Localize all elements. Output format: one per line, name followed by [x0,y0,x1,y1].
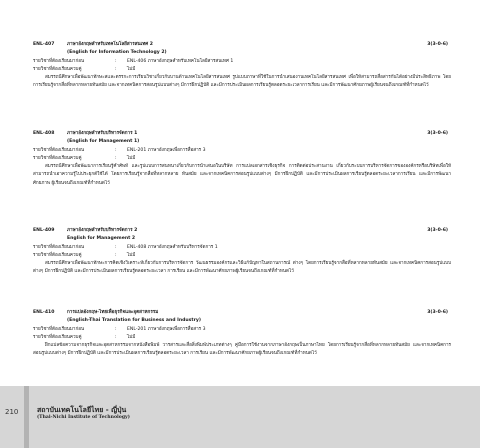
prerequisite-value: ENL-201 ภาษาอังกฤษเพื่อการสื่อสาร 3 [127,326,206,332]
prerequisite-row: รายวิชาที่ต้องเรียนมาก่อน : ENL-406 ภาษาอังกฤษสำหรับเทคโนโลยีสารสนเทศ 1 [33,58,451,66]
corequisite-value: ไม่มี [127,155,136,161]
course-title-th: ภาษาอังกฤษสำหรับบริหารจัดการ 2 [67,228,138,233]
footer-divider-strip [24,386,29,448]
course-title-th: ภาษาอังกฤษสำหรับเทคโนโลยีสารสนเทศ 2 [67,42,153,47]
course-entry [33,227,451,277]
page-number: 210 [5,408,19,416]
course-header [33,130,451,138]
corequisite-label: รายวิชาที่ต้องเรียนควบคู่ [33,334,82,340]
prerequisite-label: รายวิชาที่ต้องเรียนมาก่อน [33,244,85,250]
course-description: สมรรถนีศึกษาเพื่อพัฒนาการเรียนรู้คำศัพท์ และรูปแบบการสนทนาเกี่ยวกับการนำเสนอในบริษัท การแปลเอกสารเชิงธุรกิจ การติดต่อประสานงาน เกี่ยวกับระบบการบริหารจัดการขององค์กรหรือบริษัทเพื่อให้สามารถนำเอาความรู้ไปประยุกต์ใช้ได้ โดยการเรียนรู้จากสื่อที่หลากหลาย ทันสมัย และจากเทคนิคการสอนรูปแบบต่างๆ มีการฝึกปฏิบัติ และมีการประเมินผลการเรียนรู้ตลอดระยะเวลาการเรียน และมีการพัฒนาศักยภาพ ผู้เรียนจนถึงเกณฑ์ที่กำหนดไว้ [33,164,451,186]
course-description: ฝึกแปลข้อความจากธุรกิจและอุตสาหกรรมจากหนังสือพิมพ์ วารสารและสื่อสิ่งพิมพ์ประเภทต่างๆ คู่มือการใช้งานจากภาษาอังกฤษเป็นภาษาไทย โดยการเรียนรู้จากสื่อที่หลากหลายทันสมัย และจากเทคนิคการสอนรูปแบบต่างๆ มีการฝึกปฏิบัติ และมีการประเมินผลการเรียนรู้ตลอดระยะเวลา การเรียน และมีการพัฒนาศักยภาพผู้เรียนจนถึงเกณฑ์ที่กำหนดไว้ [33,343,451,357]
course-code: ENL-409 [33,228,55,233]
corequisite-row: รายวิชาที่ต้องเรียนควบคู่ : ไม่มี [33,334,451,342]
course-header [33,309,451,317]
corequisite-label: รายวิชาที่ต้องเรียนควบคู่ [33,155,82,161]
course-title-th: ภาษาอังกฤษสำหรับบริหารจัดการ 1 [67,131,138,136]
course-title-en: English for Management 2 [67,236,136,242]
course-title-th: การแปลอังกฤษ-ไทยเพื่อธุรกิจและอุตสาหกรรม [67,310,159,315]
course-description: สมรรถนีศึกษาเพื่อพัฒนาทักษะการคิดเชิงวิเคราะห์เกี่ยวกับการบริหารจัดการ วัฒนธรรมองค์กรและวิธีแก้ปัญหาในสถานการณ์ ต่างๆ โดยการเรียนรู้จากสื่อที่หลากหลายทันสมัย และจากเทคนิคการสอนรูปแบบต่างๆ มีการฝึกปฏิบัติ และมีการประเมินผลการเรียนรู้ตลอดระยะเวลา การเรียน และมีการพัฒนาศักยภาพผู้เรียนจนถึงเกณฑ์ที่กำหนดไว้ [33,261,451,275]
prerequisite-label: รายวิชาที่ต้องเรียนมาก่อน [33,147,85,153]
prerequisite-value: ENL-201 ภาษาอังกฤษเพื่อการสื่อสาร 3 [127,147,206,153]
course-entry [33,130,451,188]
institute-name [37,406,130,422]
course-header [33,227,451,235]
course-credits: 3(3-0-6) [427,228,448,233]
course-entry [33,41,451,91]
corequisite-label: รายวิชาที่ต้องเรียนควบคู่ [33,252,82,258]
prerequisite-row: รายวิชาที่ต้องเรียนมาก่อน : ENL-408 ภาษาอังกฤษสำหรับบริหารจัดการ 1 [33,244,451,252]
institute-name-th: สถาบันเทคโนโลยีไทย - ญี่ปุ่น [37,405,127,414]
course-description: สมรรถนีศึกษาเพื่อพัฒนาทักษะสและตรรกะการเรียนวิชาเกี่ยวกับบานด้านเทคโนโลยีสารสนเทศ รูปแบบภาษาที่ใช้ในการนำเสนองานเทคโนโลยีสารสนเทศ เพื่อให้สามารถสื่อสารกันได้อย่างมีประสิทธิภาพ โดยการเรียนรู้จากสื่อที่หลากหลายทันสมัย และจากเทคนิคการสอนรูปแบบต่างๆ มีการฝึกปฏิบัติ และมีการประเมินผลการเรียนรู้ตลอดระยะเวลาการเรียน และมีการพัฒนาศักยภาพผู้เรียนจนถึงเกณฑ์ที่กำหนดไว้ [33,75,451,89]
prerequisite-row: รายวิชาที่ต้องเรียนมาก่อน : ENL-201 ภาษาอังกฤษเพื่อการสื่อสาร 3 [33,147,451,155]
prerequisite-row: รายวิชาที่ต้องเรียนมาก่อน : ENL-201 ภาษาอังกฤษเพื่อการสื่อสาร 3 [33,326,451,334]
corequisite-row: รายวิชาที่ต้องเรียนควบคู่ : ไม่มี [33,66,451,74]
course-title-en: (English for Management 1) [67,139,140,145]
corequisite-value: ไม่มี [127,252,136,258]
course-title-en: (English for Information Technology 2) [67,50,167,56]
prerequisite-label: รายวิชาที่ต้องเรียนมาก่อน [33,326,85,332]
course-title-en: (English-Thai Translation for Business and Industry) [67,318,201,324]
course-credits: 3(3-0-6) [427,310,448,315]
page-footer [0,386,480,448]
institute-name-en: (Thai-Nichi Institute of Technology) [37,415,130,420]
course-credits: 3(3-0-6) [427,42,448,47]
course-code: ENL-407 [33,42,55,47]
course-code: ENL-408 [33,131,55,136]
course-header [33,41,451,49]
course-credits: 3(3-0-6) [427,131,448,136]
corequisite-value: ไม่มี [127,334,136,340]
corequisite-label: รายวิชาที่ต้องเรียนควบคู่ [33,66,82,72]
corequisite-value: ไม่มี [127,66,136,72]
prerequisite-value: ENL-408 ภาษาอังกฤษสำหรับบริหารจัดการ 1 [127,244,218,250]
prerequisite-value: ENL-406 ภาษาอังกฤษสำหรับเทคโนโลยีสารสนเทศ 1 [127,58,234,64]
course-code: ENL-410 [33,310,55,315]
corequisite-row: รายวิชาที่ต้องเรียนควบคู่ : ไม่มี [33,252,451,260]
corequisite-row: รายวิชาที่ต้องเรียนควบคู่ : ไม่มี [33,155,451,163]
course-entry [33,309,451,359]
prerequisite-label: รายวิชาที่ต้องเรียนมาก่อน [33,58,85,64]
